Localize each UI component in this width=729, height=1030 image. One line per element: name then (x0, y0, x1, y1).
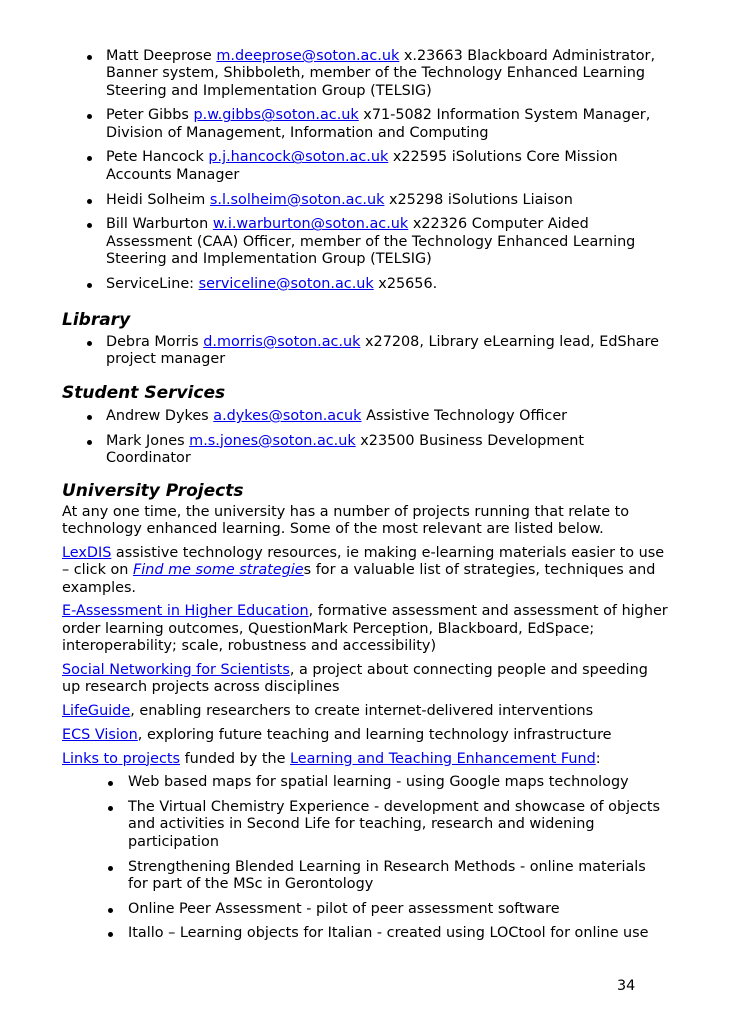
bullet-icon (108, 866, 113, 871)
lifeguide-link[interactable]: LifeGuide (62, 702, 131, 719)
contact-name: Andrew Dykes (106, 408, 209, 424)
bullet-icon (87, 199, 92, 204)
email-link[interactable]: serviceline@soton.ac.uk (198, 275, 374, 292)
bullet-icon (87, 55, 92, 60)
contact-details: x22595 iSolutions Core Mission Accounts Manager (106, 149, 618, 183)
funded-projects-list (0, 774, 729, 942)
list-item (0, 408, 729, 425)
list-item (0, 925, 729, 942)
lexdis-paragraph (0, 545, 729, 597)
contact-details: x23500 Business Development Coordinator (106, 432, 585, 467)
contact-details: x25656. (373, 275, 438, 292)
projects-intro: At any one time, the university has a number of projects running that relate to technology enhanced learning. Some of the most relevant are listed below. (62, 504, 630, 538)
email-link[interactable]: m.deeprose@soton.ac.uk (216, 48, 400, 64)
contact-details: x71-5082 Information System Manager, Division of Management, Information and Computing (106, 107, 651, 141)
contact-details: x.23663 Blackboard Administrator, Banner system, Shibboleth, member of the Technology Enhanced Learning Steering and Implementation Group (TELSIG) (106, 48, 656, 99)
email-link[interactable]: d.morris@soton.ac.uk (203, 334, 361, 350)
paragraph-text: s for a valuable list of strategies, techniques and examples. (62, 562, 656, 596)
paragraph-text: , a project about connecting people and speeding up research projects across disciplines (62, 661, 648, 696)
paragraph-text: assistive technology resources, ie making e-learning materials easier to use – click on (62, 545, 665, 579)
email-link[interactable]: s.l.solheim@soton.ac.uk (209, 191, 385, 208)
section-heading: Student Services (62, 383, 226, 403)
paragraph-text: , exploring future teaching and learning technology infrastructure (137, 726, 612, 743)
bullet-icon (87, 341, 92, 346)
list-item (0, 901, 729, 918)
list-item (0, 799, 729, 851)
eassessment-link[interactable]: E-Assessment in Higher Education (62, 603, 309, 620)
funded-project-text: Itallo – Learning objects for Italian - created using LOCtool for online use (128, 925, 649, 942)
contact-details: Assistive Technology Officer (361, 408, 568, 424)
email-link[interactable]: p.j.hancock@soton.ac.uk (208, 149, 389, 166)
bullet-icon (108, 908, 113, 913)
page-number: 34 (617, 978, 636, 994)
lexdis-link[interactable]: LexDIS (62, 545, 112, 562)
eassessment-paragraph (0, 603, 729, 655)
library-section (0, 310, 729, 376)
bullet-icon (108, 806, 113, 811)
ecs-vision-paragraph (0, 727, 729, 744)
ecs-vision-link[interactable]: ECS Vision (62, 726, 138, 743)
contact-name: Mark Jones (106, 432, 185, 449)
list-item (0, 859, 729, 894)
staff-contact-list (0, 48, 729, 301)
contact-name: Pete Hancock (106, 149, 204, 166)
bullet-icon (87, 156, 92, 161)
contact-name: Debra Morris (106, 334, 199, 350)
social-networking-paragraph (0, 662, 729, 697)
email-link[interactable]: w.i.warburton@soton.ac.uk (212, 216, 409, 233)
section-heading: Library (62, 310, 131, 330)
list-item (0, 774, 729, 791)
list-item (0, 192, 729, 209)
contact-name: Peter Gibbs (106, 107, 189, 124)
lifeguide-paragraph (0, 703, 729, 720)
list-item (0, 149, 729, 184)
contact-details: x25298 iSolutions Liaison (384, 191, 573, 208)
ltef-paragraph (0, 751, 729, 768)
ltef-link[interactable]: Learning and Teaching Enhancement Fund (290, 750, 596, 767)
paragraph-text: : (595, 750, 601, 767)
list-item (0, 433, 729, 468)
contact-name: Matt Deeprose (106, 48, 212, 64)
bullet-icon (87, 283, 92, 288)
links-to-projects-link[interactable]: Links to projects (62, 750, 181, 767)
list-item (0, 107, 729, 142)
paragraph-text: , formative assessment and assessment of higher order learning outcomes, QuestionMark Perception, Blackboard, EdSpace; interoperability; scale, robustness and accessibility) (62, 603, 668, 655)
list-item (0, 334, 729, 369)
bullet-icon (108, 781, 113, 786)
funded-project-text: Web based maps for spatial learning - using Google maps technology (128, 774, 629, 791)
list-item (0, 216, 729, 268)
email-link[interactable]: a.dykes@soton.acuk (213, 408, 362, 424)
student-services-section (0, 383, 729, 475)
bullet-icon (87, 114, 92, 119)
bullet-icon (87, 440, 92, 445)
list-item (0, 276, 729, 293)
funded-project-text: Strengthening Blended Learning in Research Methods - online materials for part of the MSc in Gerontology (128, 858, 646, 892)
contact-details: x22326 Computer Aided Assessment (CAA) Officer, member of the Technology Enhanced Learning Steering and Implementation Group (TELSIG) (106, 216, 636, 267)
contact-name: ServiceLine: (106, 275, 195, 292)
student-services-contact-list (0, 408, 729, 467)
contact-details: x27208, Library eLearning lead, EdShare project manager (106, 334, 659, 368)
funded-project-text: The Virtual Chemistry Experience - development and showcase of objects and activities in Second Life for teaching, research and widening participation (128, 799, 661, 850)
paragraph-text: , enabling researchers to create internet-delivered interventions (130, 702, 594, 719)
email-link[interactable]: p.w.gibbs@soton.ac.uk (193, 107, 359, 124)
list-item (0, 48, 729, 100)
library-contact-list (0, 334, 729, 369)
bullet-icon (87, 223, 92, 228)
email-link[interactable]: m.s.jones@soton.ac.uk (189, 432, 356, 449)
section-heading: University Projects (62, 481, 244, 501)
strategies-link[interactable]: Find me some strategie (133, 562, 304, 579)
university-projects-section (0, 481, 729, 950)
contact-name: Bill Warburton (106, 216, 209, 233)
paragraph-text: funded by the (180, 750, 291, 767)
social-networking-link[interactable]: Social Networking for Scientists (62, 661, 290, 678)
contact-name: Heidi Solheim (106, 191, 206, 208)
bullet-icon (87, 415, 92, 420)
bullet-icon (108, 932, 113, 937)
funded-project-text: Online Peer Assessment - pilot of peer assessment software (128, 900, 560, 917)
